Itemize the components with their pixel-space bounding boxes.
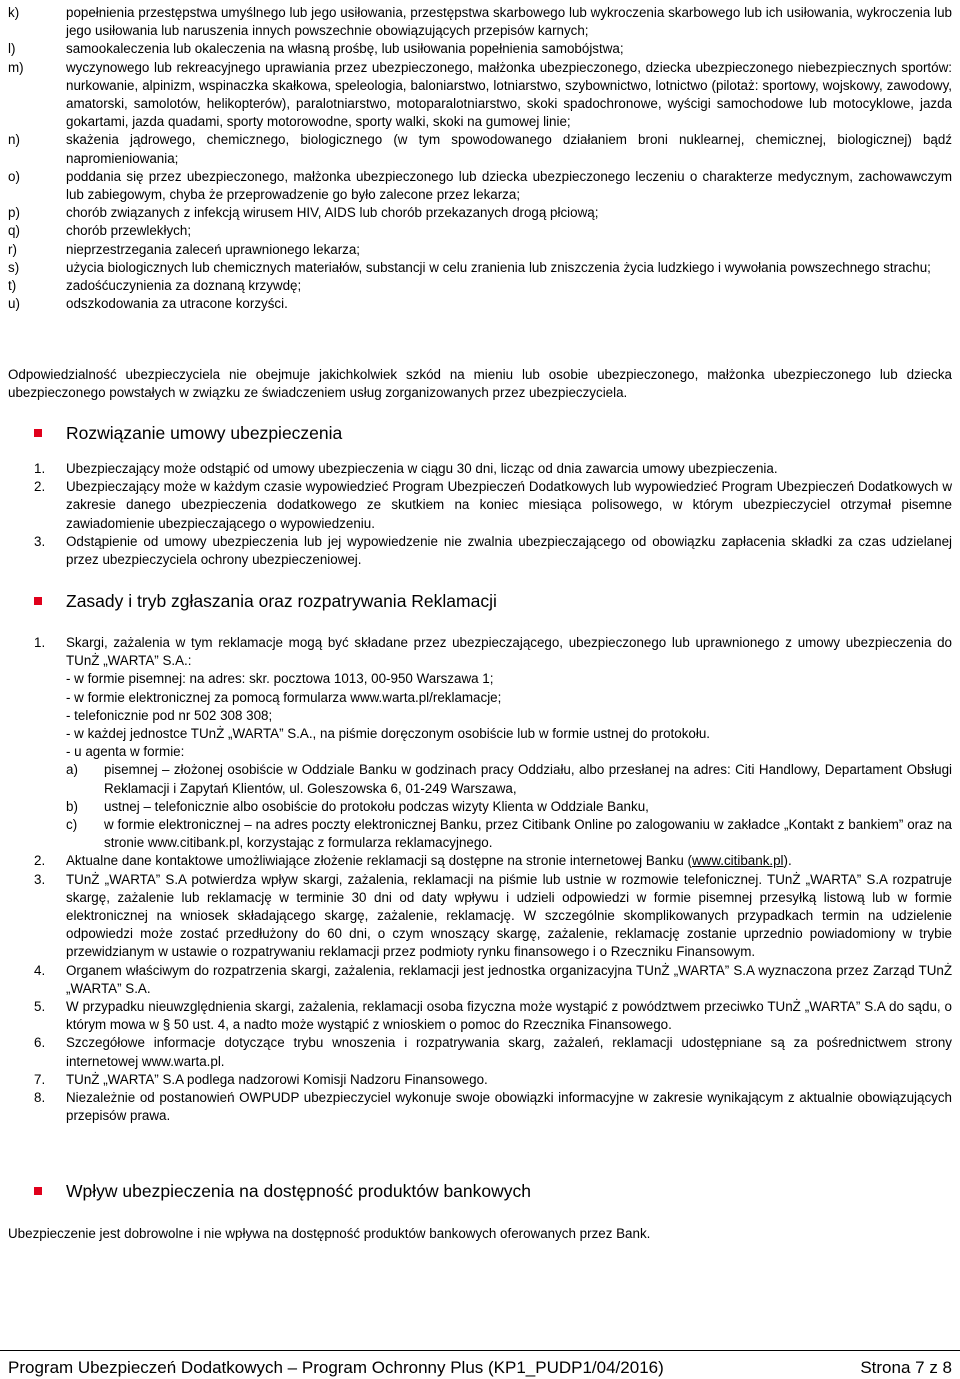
list-item-text: TUnŻ „WARTA” S.A potwierdza wpływ skargi, zażalenia, reklamacji na piśmie lub ustnie w rozmowie telefonicznej. TUnŻ „WARTA” S.A rozpatruje skargę, zażalenie lub reklamację w terminie 30 dni od daty wpływu i udzieli odpowiedzi w formie pisemnej przesyłką listową lub w formie elektronicznej na wniosek składającego skargę, zażalenie, reklamację. W szczególnie skomplikowanych przypadkach termin na udzielenie odpowiedzi może zostać przedłużony do 60 dni, o czym wnoszący skargę, zażalenie, reklamację zostanie uprzednio powiadomiony w trybie przewidzianym w ustawie o rozpatrywaniu reklamacji przez podmioty rynku finansowego i o Rzeczniku Finansowym. [66,871,952,960]
list-item [8,168,952,204]
red-square-bullet-icon [34,429,42,437]
list-item-text [66,852,952,870]
dash-item: - w formie pisemnej: na adres: skr. pocztowa 1013, 00-950 Warszawa 1; [66,671,494,687]
list-item [34,1071,952,1089]
list-item-key: r) [8,241,17,257]
list-item-text: W przypadku nieuwzględnienia skargi, zażalenia, reklamacji osoba fizyczna może wystąpić z powództwem przeciwko TUnŻ „WARTA” S.A do sądu, o którym mowa w § 50 ust. 4, a nadto może wystąpić z wnioskiem o pomoc do Rzecznika Finansowego. [66,999,952,1033]
list-item-key: 2. [34,853,46,869]
list-item-text: użycia biologicznych lub chemicznych materiałów, substancji w celu zranienia lub zniszczenia życia ludzkiego i wywołania powszechnego strachu; [66,259,931,275]
list-item-text-end: ). [783,853,792,869]
red-square-bullet-icon [34,1187,42,1195]
sub-list-item-key: b) [66,798,78,814]
list-item-text: wyczynowego lub rekreacyjnego uprawiania przez ubezpieczonego, małżonka ubezpieczonego, dziecka ubezpieczonego niebezpiecznych sportów: nurkowanie, alpinizm, wspinaczka skałkowa, speleologia, baloniarstwo, lotniarstwo, szybownictwo, lotnictwo (pilotaż: sportowy, wojskowy, zawodowy, amatorski, samolotów, helikopterów), paralotniarstwo, motoparalotniarstwo, skoki spadochronowe, wyścigi samochodowe lub motocyklowe, jazda gokartami, jazda quadami, sporty motorowodne, sporty walki, skoki na gumowej linie; [66,59,952,130]
list-item [34,852,952,870]
list-item [8,241,952,259]
section-title: Zasady i tryb zgłaszania oraz rozpatrywania Reklamacji [66,591,497,611]
list-item-key: p) [8,205,20,221]
list-item [8,4,952,40]
list-item [34,871,952,962]
list-item-text: Ubezpieczający może w każdym czasie wypowiedzieć Program Ubezpieczeń Dodatkowych lub wypowiedzieć Program Ubezpieczeń Dodatkowych w zakresie danego ubezpieczenia dodatkowego ze skutkiem na koniec miesiąca polisowego, w którym ubezpieczyciel otrzymał pisemne zawiadomienie ubezpieczającego o wypowiedzeniu. [66,479,952,531]
page-footer [8,1358,952,1378]
sub-list-item [34,798,952,816]
list-item [8,204,952,222]
list-item-key: l) [8,41,16,57]
section-title: Rozwiązanie umowy ubezpieczenia [66,423,343,443]
sub-list-item-key: c) [66,817,78,833]
section-heading-termination [34,422,342,444]
list-item-text: Organem właściwym do rozpatrzenia skargi, zażalenia, reklamacji jest jednostka organizacyjna TUnŻ „WARTA” S.A wyznaczona przez Zarząd TUnŻ „WARTA” S.A. [66,962,952,996]
list-item [8,277,952,295]
complaints-list [34,634,952,1125]
list-item-text: TUnŻ „WARTA” S.A podlega nadzorowi Komisji Nadzoru Finansowego. [66,1071,488,1087]
section-heading-bank-products [34,1180,531,1202]
list-item [8,40,952,58]
list-item-text: odszkodowania za utracone korzyści. [66,296,288,312]
list-item-text: skażenia jądrowego, chemicznego, biologicznego (w tym spowodowanego działaniem broni nuklearnej, chemicznej, biologicznej) bądź napromieniowania; [66,132,952,166]
sub-list-item-text: pisemnej – złożonej osobiście w Oddziale Banku w godzinach pracy Oddziału, albo przesłanej na adres: Citi Handlowy, Departament Obsługi Reklamacji i Zapytań Klientów, ul. Goleszowska 6, 01-249 Warszawa, [104,762,952,796]
list-item-key: 3. [34,533,46,549]
liability-paragraph: Odpowiedzialność ubezpieczyciela nie obejmuje jakichkolwiek szkód na mieniu lub osobie ubezpieczonego, małżonka ubezpieczonego lub dziecka ubezpieczonego powstałych w związku ze świadczeniem usług zorganizowanych przez ubezpieczyciela. [8,367,952,401]
sub-list-item [34,816,952,852]
red-square-bullet-icon [34,597,42,605]
list-item-key: n) [8,132,20,148]
list-item [34,634,952,670]
list-item [8,295,952,313]
list-item-key: 5. [34,999,46,1015]
citibank-link[interactable]: www.citibank.pl [692,853,784,869]
list-item-key: q) [8,223,20,239]
page-number: Strona 7 z 8 [860,1358,952,1377]
list-item [34,998,952,1034]
list-item-key: m) [8,59,24,75]
list-item-key: 2. [34,479,46,495]
list-item-key: u) [8,296,20,312]
footer-divider [0,1350,960,1351]
list-item [8,222,952,240]
list-item-key: 1. [34,461,46,476]
list-item [34,460,952,478]
list-item [8,259,952,277]
list-item-text: poddania się przez ubezpieczonego, małżonka ubezpieczonego lub dziecka ubezpieczonego leczeniu o charakterze medycznym, zachowawczym lub zabiegowym, chyba że przeprowadzenie go było zalecone przez lekarza; [66,168,952,203]
list-item-text: samookaleczenia lub okaleczenia na własną prośbę, lub usiłowania popełnienia samobójstwa; [66,41,624,57]
list-item-text-start: Aktualne dane kontaktowe umożliwiające złożenie reklamacji są dostępne na stronie internetowej Banku ( [66,853,692,869]
list-item [8,59,952,132]
footer-document-title: Program Ubezpieczeń Dodatkowych – Program Ochronny Plus (KP1_PUDP1/04/2016) [8,1358,664,1377]
list-item-key: 6. [34,1035,46,1051]
dash-item: - u agenta w formie: [66,744,185,760]
list-item-key: 1. [34,635,46,650]
list-item-text: chorób przewlekłych; [66,223,192,239]
dash-item: - telefonicznie pod nr 502 308 308; [66,707,273,723]
sub-list-item [34,761,952,797]
list-item-key: 8. [34,1090,46,1106]
list-item-key: s) [8,259,20,275]
list-item-text: nieprzestrzegania zaleceń uprawnionego lekarza; [66,241,361,257]
list-item [8,131,952,167]
list-item-text: chorób związanych z infekcją wirusem HIV, AIDS lub chorób przekazanych drogą płciową; [66,205,599,221]
bank-products-paragraph: Ubezpieczenie jest dobrowolne i nie wpływa na dostępność produktów bankowych oferowanych przez Bank. [8,1226,651,1241]
list-item-text: Skargi, zażalenia w tym reklamacje mogą być składane przez ubezpieczającego, ubezpieczonego lub uprawnionego z umowy ubezpieczenia do TUnŻ „WARTA” S.A.: [66,635,952,669]
list-item-key: t) [8,278,17,294]
list-item-key: 4. [34,962,46,978]
sub-list-item-key: a) [66,762,78,778]
exclusion-list [8,4,952,313]
list-item [34,1034,952,1070]
dash-item: - w formie elektronicznej za pomocą formularza www.warta.pl/reklamacje; [66,689,502,705]
list-item-key: 7. [34,1071,46,1087]
termination-list [34,460,952,569]
list-item-key: 3. [34,871,46,887]
section-title: Wpływ ubezpieczenia na dostępność produktów bankowych [66,1181,531,1201]
sub-list-item-text: w formie elektronicznej – na adres poczty elektronicznej Banku, przez Citibank Online po zalogowaniu w zakładce „Kontakt z bankiem” oraz na stronie www.citibank.pl, korzystając z formularza reklamacyjnego. [104,817,952,851]
dash-item: - w każdej jednostce TUnŻ „WARTA” S.A., na piśmie doręczonym osobiście lub w formie ustnej do protokołu. [66,726,711,742]
list-item-key: o) [8,168,20,184]
list-item-text: Niezależnie od postanowień OWPUDP ubezpieczyciel wykonuje swoje obowiązki informacyjne w zakresie wynikającym z aktualnie obowiązujących przepisów prawa. [66,1090,952,1124]
list-item-text: Ubezpieczający może odstąpić od umowy ubezpieczenia w ciągu 30 dni, licząc od dnia zawarcia umowy ubezpieczenia. [66,461,778,476]
list-item-text: popełnienia przestępstwa umyślnego lub jego usiłowania, przestępstwa skarbowego lub wykroczenia skarbowego lub ich usiłowania, wykroczenia lub jego usiłowania lub naruszenia innych powszechnie obowiązujących przepisów karnych; [66,5,952,39]
section-heading-complaints [34,590,497,612]
list-item [34,962,952,998]
list-item-text: Odstąpienie od umowy ubezpieczenia lub jej wypowiedzenie nie zwalnia ubezpieczającego od obowiązku zapłacenia składki za czas udzielanej przez ubezpieczyciela ochrony ubezpieczeniowej. [66,533,952,568]
list-item [34,1089,952,1125]
list-item [34,533,952,569]
list-item-text: Szczegółowe informacje dotyczące trybu wnoszenia i rozpatrywania skarg, zażaleń, reklamacji udostępniane są za pośrednictwem strony internetowej www.warta.pl. [66,1035,952,1069]
sub-list-item-text: ustnej – telefonicznie albo osobiście do protokołu podczas wizyty Klienta w Oddziale Banku, [104,798,649,814]
list-item-text: zadośćuczynienia za doznaną krzywdę; [66,278,302,294]
list-item-key: k) [8,5,20,20]
list-item [34,478,952,533]
